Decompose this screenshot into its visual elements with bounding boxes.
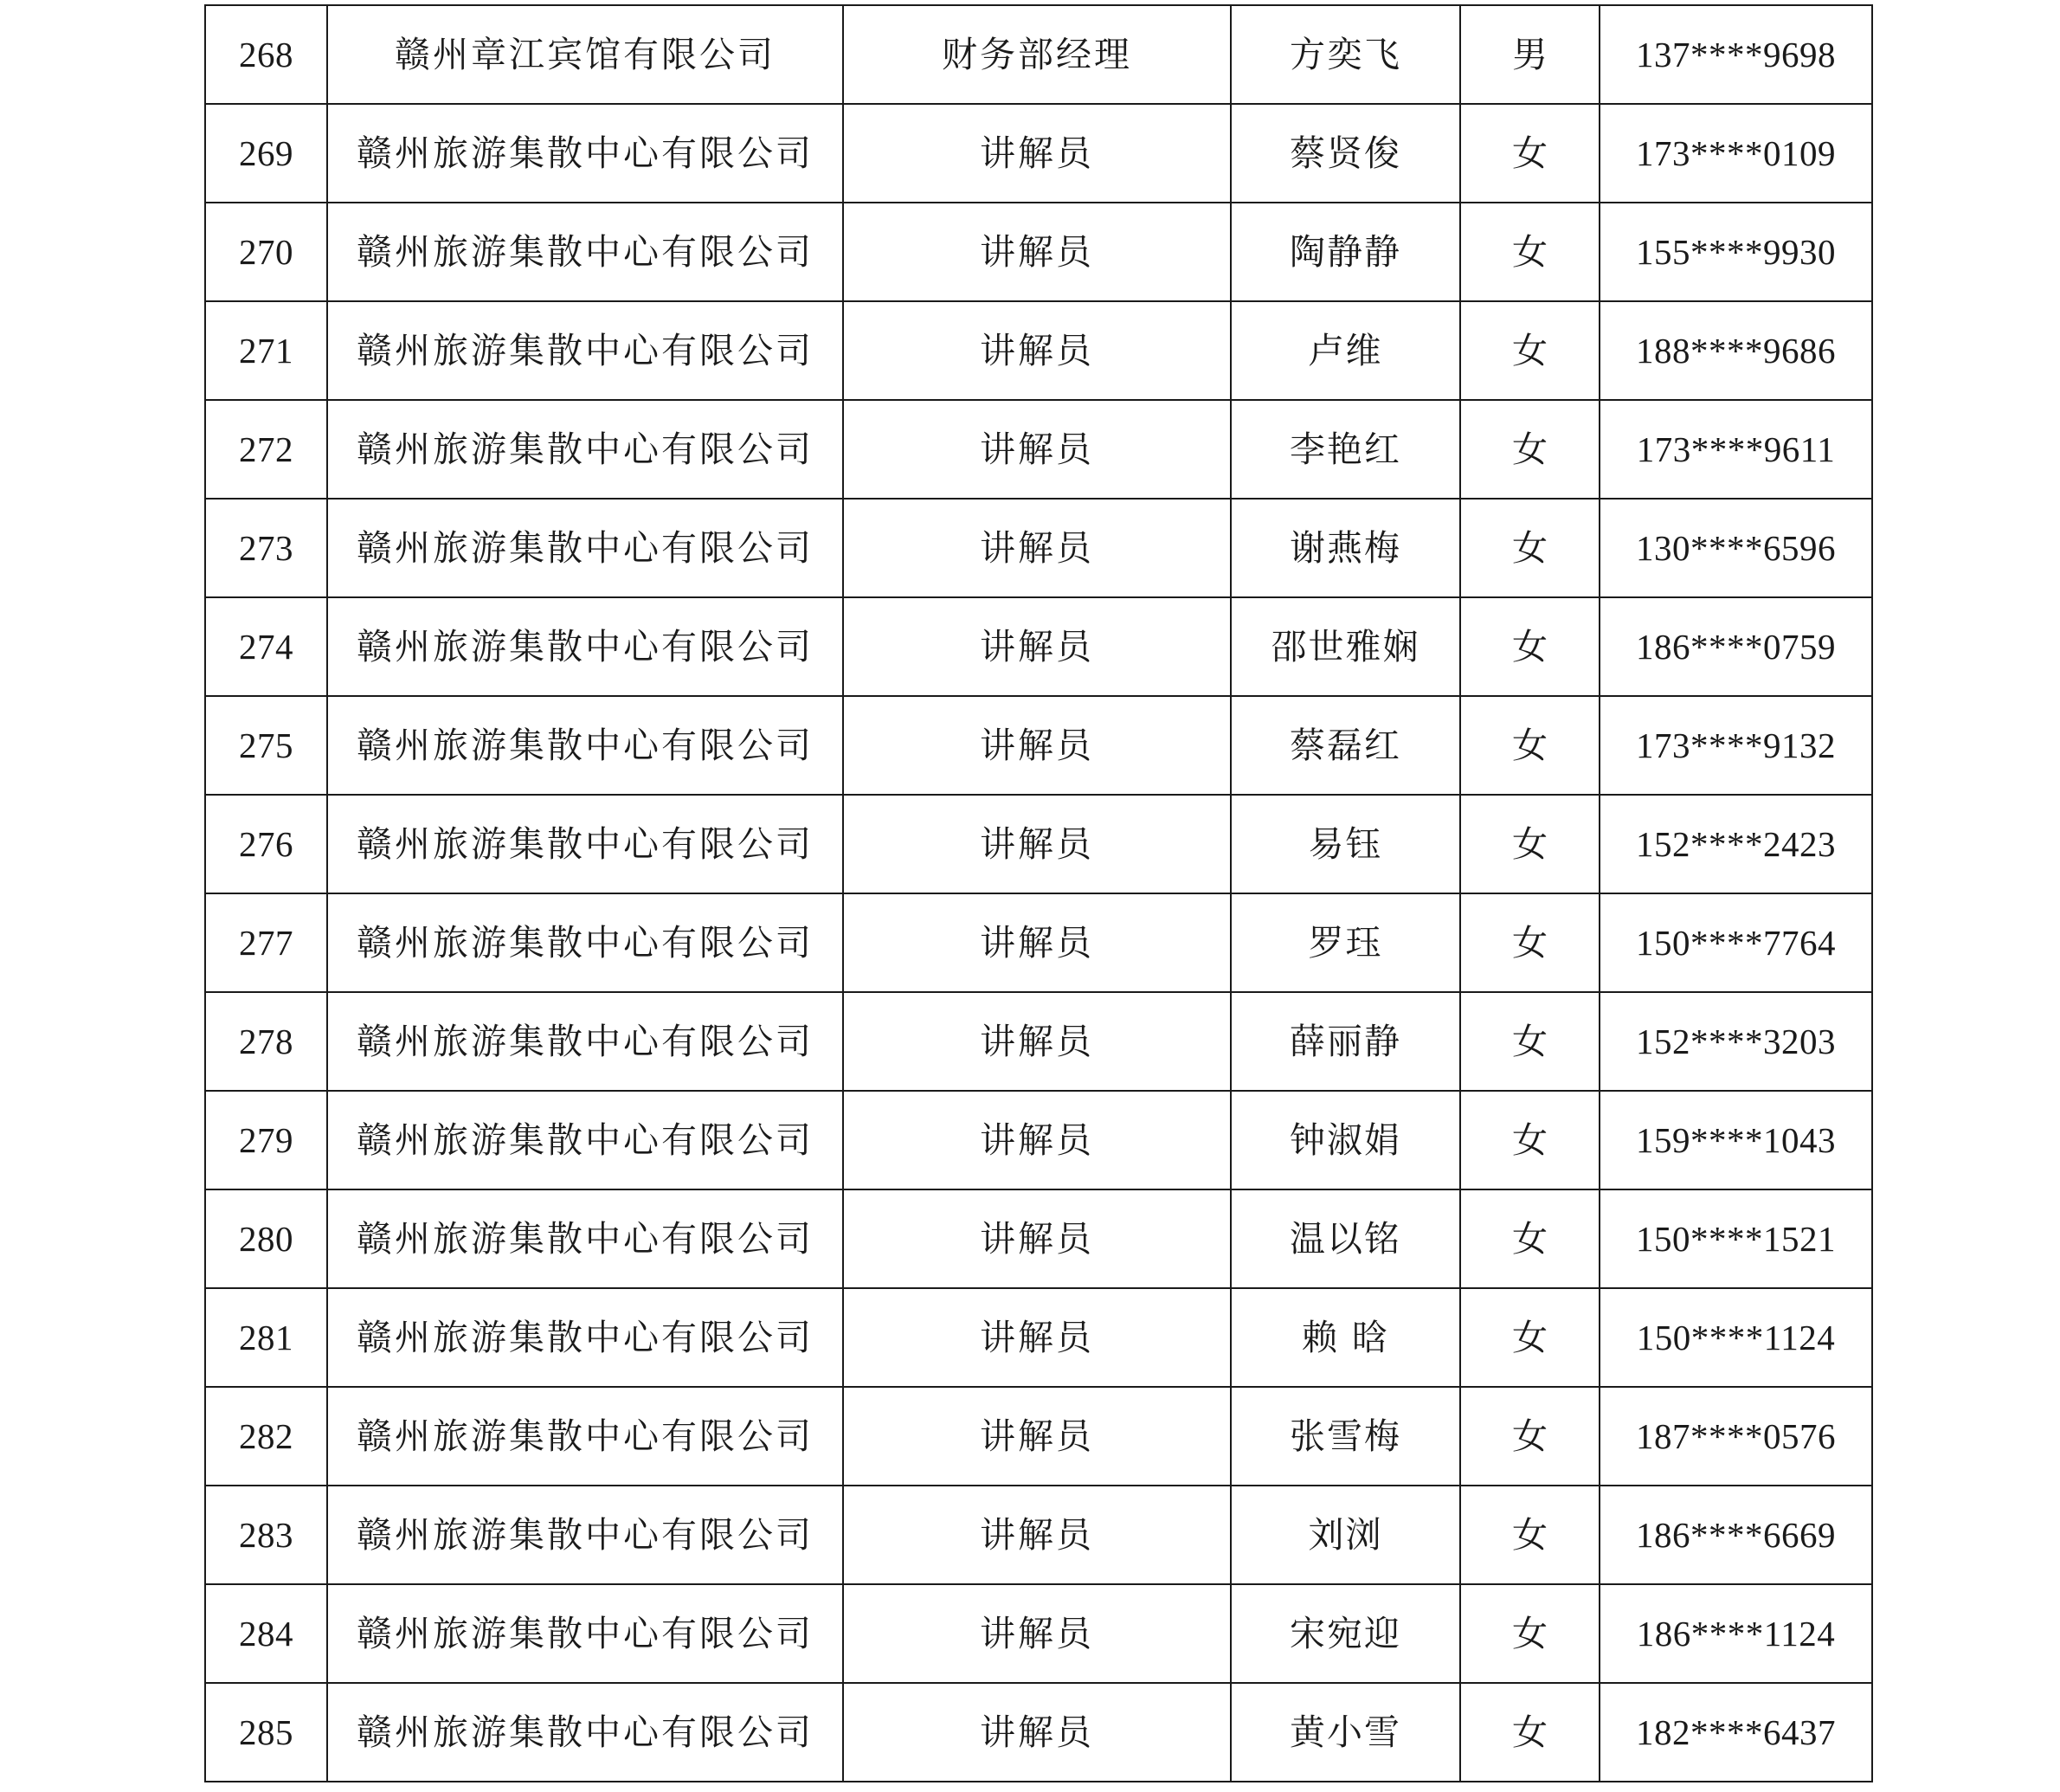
position-cell: 讲解员 <box>843 1683 1231 1782</box>
name-cell: 钟淑娟 <box>1231 1091 1460 1189</box>
phone-cell: 152****2423 <box>1600 795 1872 893</box>
table-row <box>205 795 1872 893</box>
row-number-cell: 283 <box>205 1486 327 1584</box>
row-number-cell: 268 <box>205 5 327 104</box>
roster-table <box>204 4 1873 1782</box>
name-cell: 蔡贤俊 <box>1231 104 1460 203</box>
company-cell: 赣州章江宾馆有限公司 <box>327 5 843 104</box>
phone-cell: 159****1043 <box>1600 1091 1872 1189</box>
position-cell: 讲解员 <box>843 104 1231 203</box>
row-number-cell: 278 <box>205 992 327 1091</box>
table-row <box>205 104 1872 203</box>
table-row <box>205 1288 1872 1387</box>
position-cell: 讲解员 <box>843 1387 1231 1486</box>
gender-cell: 女 <box>1460 1288 1600 1387</box>
table-row <box>205 1584 1872 1683</box>
name-cell: 方奕飞 <box>1231 5 1460 104</box>
name-cell: 薛丽静 <box>1231 992 1460 1091</box>
gender-cell: 女 <box>1460 203 1600 301</box>
phone-cell: 155****9930 <box>1600 203 1872 301</box>
gender-cell: 女 <box>1460 400 1600 499</box>
row-number-cell: 274 <box>205 597 327 696</box>
company-cell: 赣州旅游集散中心有限公司 <box>327 499 843 597</box>
table-row <box>205 1486 1872 1584</box>
gender-cell: 女 <box>1460 1683 1600 1782</box>
company-cell: 赣州旅游集散中心有限公司 <box>327 1091 843 1189</box>
phone-cell: 186****0759 <box>1600 597 1872 696</box>
position-cell: 讲解员 <box>843 795 1231 893</box>
company-cell: 赣州旅游集散中心有限公司 <box>327 597 843 696</box>
table-row <box>205 597 1872 696</box>
name-cell: 谢燕梅 <box>1231 499 1460 597</box>
row-number-cell: 282 <box>205 1387 327 1486</box>
phone-cell: 150****7764 <box>1600 893 1872 992</box>
table-row <box>205 499 1872 597</box>
company-cell: 赣州旅游集散中心有限公司 <box>327 1486 843 1584</box>
company-cell: 赣州旅游集散中心有限公司 <box>327 893 843 992</box>
row-number-cell: 276 <box>205 795 327 893</box>
position-cell: 讲解员 <box>843 1288 1231 1387</box>
row-number-cell: 285 <box>205 1683 327 1782</box>
name-cell: 黄小雪 <box>1231 1683 1460 1782</box>
company-cell: 赣州旅游集散中心有限公司 <box>327 1584 843 1683</box>
name-cell: 赖 晗 <box>1231 1288 1460 1387</box>
phone-cell: 173****0109 <box>1600 104 1872 203</box>
row-number-cell: 281 <box>205 1288 327 1387</box>
gender-cell: 女 <box>1460 1189 1600 1288</box>
phone-cell: 130****6596 <box>1600 499 1872 597</box>
gender-cell: 女 <box>1460 992 1600 1091</box>
position-cell: 讲解员 <box>843 893 1231 992</box>
company-cell: 赣州旅游集散中心有限公司 <box>327 1288 843 1387</box>
company-cell: 赣州旅游集散中心有限公司 <box>327 795 843 893</box>
company-cell: 赣州旅游集散中心有限公司 <box>327 104 843 203</box>
row-number-cell: 269 <box>205 104 327 203</box>
row-number-cell: 277 <box>205 893 327 992</box>
name-cell: 蔡磊红 <box>1231 696 1460 795</box>
name-cell: 罗珏 <box>1231 893 1460 992</box>
row-number-cell: 270 <box>205 203 327 301</box>
position-cell: 讲解员 <box>843 1486 1231 1584</box>
company-cell: 赣州旅游集散中心有限公司 <box>327 992 843 1091</box>
company-cell: 赣州旅游集散中心有限公司 <box>327 1189 843 1288</box>
gender-cell: 女 <box>1460 597 1600 696</box>
name-cell: 宋宛迎 <box>1231 1584 1460 1683</box>
phone-cell: 186****1124 <box>1600 1584 1872 1683</box>
table-row <box>205 5 1872 104</box>
row-number-cell: 279 <box>205 1091 327 1189</box>
phone-cell: 150****1521 <box>1600 1189 1872 1288</box>
name-cell: 温以铭 <box>1231 1189 1460 1288</box>
gender-cell: 女 <box>1460 696 1600 795</box>
gender-cell: 女 <box>1460 795 1600 893</box>
company-cell: 赣州旅游集散中心有限公司 <box>327 1387 843 1486</box>
position-cell: 讲解员 <box>843 1091 1231 1189</box>
position-cell: 讲解员 <box>843 203 1231 301</box>
gender-cell: 女 <box>1460 1584 1600 1683</box>
table-row <box>205 1683 1872 1782</box>
position-cell: 讲解员 <box>843 1584 1231 1683</box>
position-cell: 讲解员 <box>843 499 1231 597</box>
row-number-cell: 273 <box>205 499 327 597</box>
gender-cell: 女 <box>1460 104 1600 203</box>
gender-cell: 男 <box>1460 5 1600 104</box>
row-number-cell: 271 <box>205 301 327 400</box>
company-cell: 赣州旅游集散中心有限公司 <box>327 1683 843 1782</box>
position-cell: 讲解员 <box>843 696 1231 795</box>
name-cell: 李艳红 <box>1231 400 1460 499</box>
phone-cell: 188****9686 <box>1600 301 1872 400</box>
gender-cell: 女 <box>1460 301 1600 400</box>
table-row <box>205 203 1872 301</box>
phone-cell: 182****6437 <box>1600 1683 1872 1782</box>
table-row <box>205 1387 1872 1486</box>
phone-cell: 150****1124 <box>1600 1288 1872 1387</box>
table-row <box>205 893 1872 992</box>
row-number-cell: 280 <box>205 1189 327 1288</box>
phone-cell: 187****0576 <box>1600 1387 1872 1486</box>
company-cell: 赣州旅游集散中心有限公司 <box>327 301 843 400</box>
row-number-cell: 272 <box>205 400 327 499</box>
position-cell: 讲解员 <box>843 597 1231 696</box>
table-row <box>205 301 1872 400</box>
position-cell: 财务部经理 <box>843 5 1231 104</box>
gender-cell: 女 <box>1460 1091 1600 1189</box>
gender-cell: 女 <box>1460 1387 1600 1486</box>
name-cell: 邵世雅娴 <box>1231 597 1460 696</box>
table-row <box>205 400 1872 499</box>
gender-cell: 女 <box>1460 1486 1600 1584</box>
table-row <box>205 1189 1872 1288</box>
row-number-cell: 284 <box>205 1584 327 1683</box>
phone-cell: 173****9132 <box>1600 696 1872 795</box>
name-cell: 易钰 <box>1231 795 1460 893</box>
phone-cell: 152****3203 <box>1600 992 1872 1091</box>
name-cell: 刘浏 <box>1231 1486 1460 1584</box>
table-row <box>205 992 1872 1091</box>
phone-cell: 186****6669 <box>1600 1486 1872 1584</box>
phone-cell: 137****9698 <box>1600 5 1872 104</box>
gender-cell: 女 <box>1460 893 1600 992</box>
position-cell: 讲解员 <box>843 1189 1231 1288</box>
gender-cell: 女 <box>1460 499 1600 597</box>
row-number-cell: 275 <box>205 696 327 795</box>
table-row <box>205 696 1872 795</box>
company-cell: 赣州旅游集散中心有限公司 <box>327 400 843 499</box>
phone-cell: 173****9611 <box>1600 400 1872 499</box>
position-cell: 讲解员 <box>843 400 1231 499</box>
position-cell: 讲解员 <box>843 301 1231 400</box>
name-cell: 陶静静 <box>1231 203 1460 301</box>
roster-table-body <box>205 5 1872 1782</box>
company-cell: 赣州旅游集散中心有限公司 <box>327 203 843 301</box>
position-cell: 讲解员 <box>843 992 1231 1091</box>
name-cell: 卢维 <box>1231 301 1460 400</box>
company-cell: 赣州旅游集散中心有限公司 <box>327 696 843 795</box>
table-row <box>205 1091 1872 1189</box>
name-cell: 张雪梅 <box>1231 1387 1460 1486</box>
